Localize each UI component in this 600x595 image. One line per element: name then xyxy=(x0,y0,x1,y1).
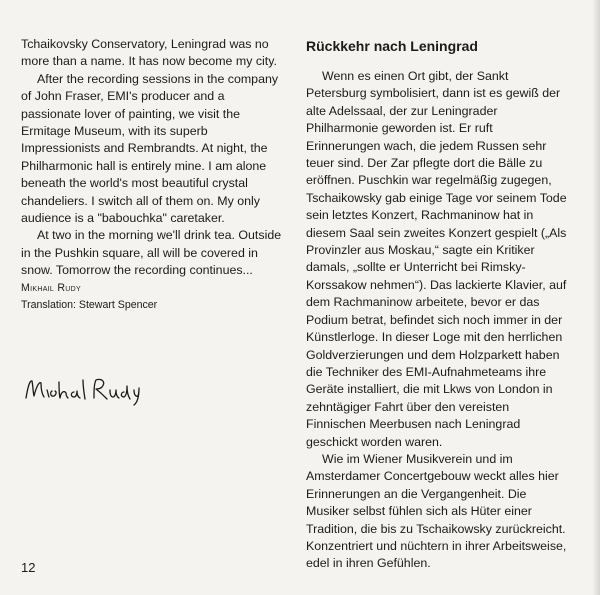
right-column xyxy=(306,0,568,573)
paragraph-english-2: After the recording sessions in the company of John Fraser, EMI's producer and a passionate lover of painting, we visit the Ermitage Museum, with its superb Impressionists and Rembrandts. At night, the Philharmonic hall is entirely mine. I am alone beneath the world's most beautiful crystal chandeliers. I switch all of them on. My only audience is a "babouchka" caretaker. xyxy=(21,71,279,226)
translation-credit: Translation: Stewart Spencer xyxy=(21,298,158,311)
left-column xyxy=(21,0,283,314)
author-name-text: Mikhail Rudy xyxy=(21,281,81,294)
paragraph-german-1: Wenn es einen Ort gibt, der Sankt Petersburg symbolisiert, dann ist es gewiß der alte Adelssaal, der zur Leningrader Philharmonie geworden ist. Er ruft Erinnerungen wach, die jedem Russen sehr teuer sind. Der Zar pflegte dort die Bälle zu eröffnen. Puschkin war regelmäßig zugegen, Tschaikowsky gab einige Tage vor seinem Tode sein letztes Konzert, Rachmaninow hat in diesem Saal sein zweites Konzert gespielt („Als Provinzler aus Moskau,“ sagte ein Kritiker damals, „sollte er Unterricht bei Rimsky-Korssakow nehmen“). Das lackierte Klavier, auf dem Rachmaninow arbeitete, bevor er das Podium betrat, befindet sich noch immer in der Künstlerloge. In dieser Loge mit den herrlichen Goldverzierungen und dem Holzparkett haben die Techniker des EMI-Aufnahmeteams ihre Geräte installiert, die mit Lkws von London in zehntägiger Fahrt über den vereisten Finnischen Meerbusen nach Leningrad geschickt worden waren. xyxy=(306,69,567,449)
handwritten-signature xyxy=(24,372,144,406)
author-name xyxy=(21,280,283,297)
paragraph-english-1: Tchaikovsky Conservatory, Leningrad was no more than a name. It has now become my city. xyxy=(21,37,277,69)
paragraph-english-3: At two in the morning we'll drink tea. Outside in the Pushkin square, all will be covered in snow. Tomorrow the recording continues... xyxy=(21,228,282,278)
page-edge-shadow xyxy=(592,0,600,595)
paragraph-german-2: Wie im Wiener Musikverein und im Amsterdamer Concertgebouw weckt alles hier Erinnerungen an die Vergangenheit. Die Musiker selbst fühlen sich als Hüter einer Tradition, die bis zu Tschaikowsky zurückreicht. Konzentriert und nüchtern in ihrer Arbeitsweise, edel in ihren Gefühlen. xyxy=(306,451,567,571)
page-number: 12 xyxy=(21,560,36,575)
section-heading: Rückkehr nach Leningrad xyxy=(306,38,478,54)
